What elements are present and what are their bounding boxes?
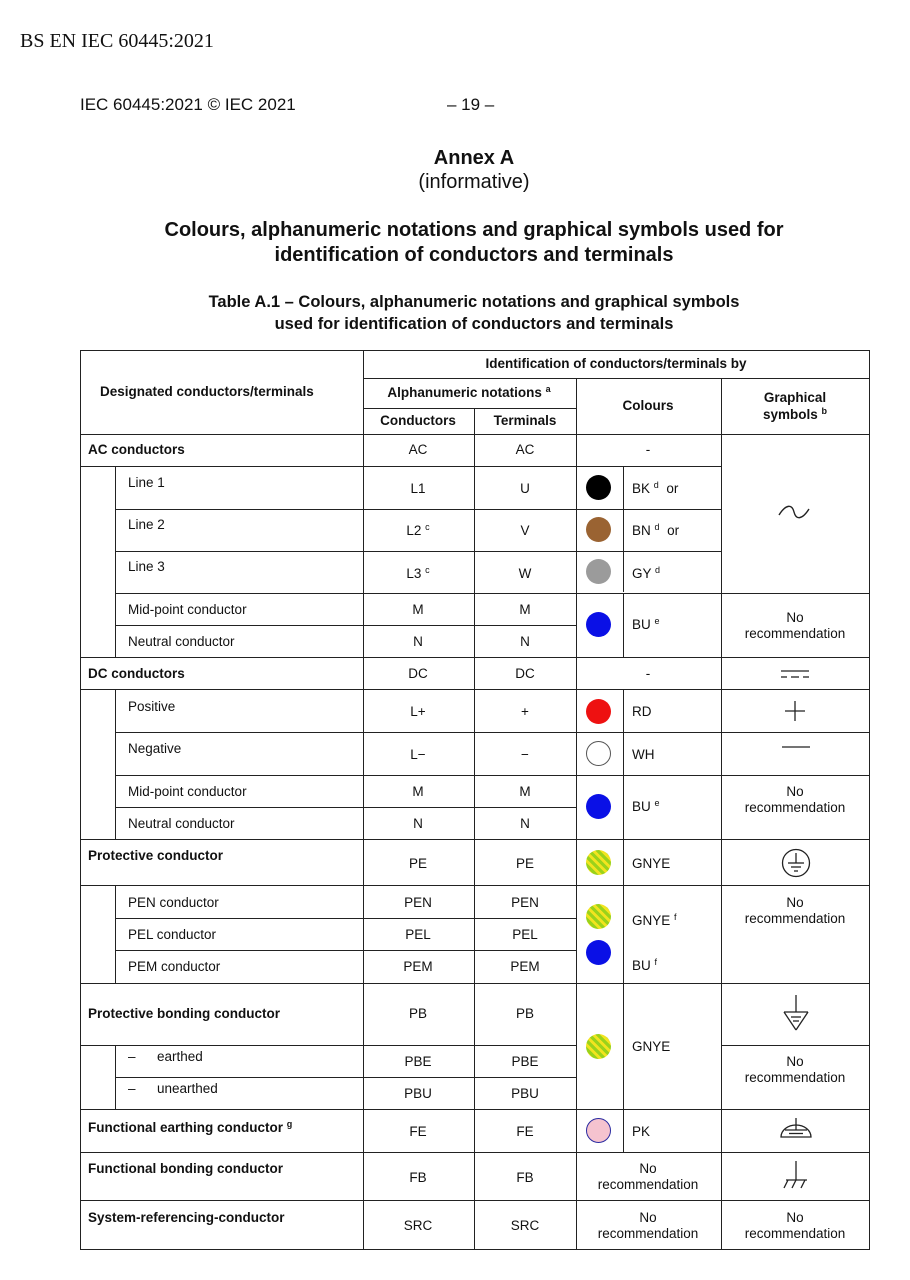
row-pbe-cond: PBE	[404, 1054, 432, 1069]
document-id: BS EN IEC 60445:2021	[20, 30, 214, 52]
row-src-name: System-referencing-conductor	[88, 1210, 285, 1225]
row-line	[80, 1152, 870, 1153]
row-line1-name: Line 1	[128, 475, 165, 490]
colour-swatch-white	[586, 741, 611, 766]
row-pe-cond: PE	[408, 856, 428, 871]
row-ac-neutral-cond: N	[413, 634, 423, 649]
row-ac-mid-name: Mid-point conductor	[128, 602, 247, 617]
row-line3-name: Line 3	[128, 559, 165, 574]
row-line	[80, 466, 721, 467]
row-positive-colour: RD	[632, 704, 652, 719]
col-line	[363, 350, 364, 1250]
row-ac-mid-term: M	[519, 602, 531, 617]
header-designated: Designated conductors/terminals	[100, 384, 314, 399]
row-fe-cond: FE	[409, 1124, 427, 1139]
row-dc-neutral-colour: BU $^e$	[632, 798, 660, 814]
row-ac-neutral-name: Neutral conductor	[128, 634, 235, 649]
row-line	[80, 689, 870, 690]
row-line	[80, 1200, 870, 1201]
row-line	[115, 807, 576, 808]
row-line3-term: W	[518, 566, 532, 581]
col-line	[623, 467, 624, 592]
row-line	[115, 732, 870, 733]
dc-symbol-icon	[780, 668, 810, 680]
no-recommendation: No recommendation	[744, 1210, 846, 1241]
row-ac-cond: AC	[408, 442, 428, 457]
functional-earth-icon	[779, 1117, 813, 1143]
minus-symbol-icon	[782, 745, 810, 749]
page-number: – 19 –	[447, 95, 495, 114]
row-dc-mid-cond: M	[412, 784, 424, 799]
col-line	[623, 689, 624, 839]
colour-swatch-blue	[586, 794, 611, 819]
row-pbe-term: PBE	[511, 1054, 539, 1069]
row-ac-neutral-term: N	[520, 634, 530, 649]
row-line3-colour: GY $^d$	[632, 565, 661, 581]
header-identification: Identification of conductors/terminals by	[485, 356, 747, 371]
row-dc-cond: DC	[408, 666, 428, 681]
indent-line	[115, 689, 116, 839]
col-line	[623, 593, 624, 657]
header-alphanumeric: Alphanumeric notations $^a$	[387, 384, 551, 400]
row-positive-cond: L+	[410, 704, 426, 719]
row-line	[80, 434, 870, 435]
header-graphical-line2: symbols $^b$	[762, 406, 828, 422]
table-border-bottom	[80, 1249, 870, 1250]
protective-earth-icon	[781, 848, 811, 878]
row-negative-term: −	[521, 747, 529, 762]
row-pel-term: PEL	[512, 927, 538, 942]
row-line2-colour: BN $^d$ or	[632, 522, 680, 538]
colour-swatch-red	[586, 699, 611, 724]
row-line2-term: V	[520, 523, 530, 538]
row-pel-cond: PEL	[405, 927, 431, 942]
no-recommendation: No recommendation	[744, 1054, 846, 1085]
table-border-top	[80, 350, 870, 351]
protective-bonding-icon	[782, 994, 810, 1034]
row-line	[115, 950, 576, 951]
row-fb-cond: FB	[409, 1170, 427, 1185]
row-fb-term: FB	[516, 1170, 534, 1185]
row-pb-name: Protective bonding conductor	[88, 1006, 281, 1021]
annex-title: Annex A	[433, 147, 515, 169]
row-pem-term: PEM	[510, 959, 540, 974]
row-line	[80, 1109, 870, 1110]
no-recommendation: No recommendation	[597, 1210, 699, 1241]
row-fe-name: Functional earthing conductor $^g$	[88, 1119, 293, 1135]
row-src-cond: SRC	[403, 1218, 433, 1233]
colour-swatch-green-yellow	[586, 850, 611, 875]
row-pbu-cond: PBU	[404, 1086, 432, 1101]
annex-subtitle: (informative)	[418, 171, 530, 193]
row-line	[80, 983, 870, 984]
row-dc-mid-term: M	[519, 784, 531, 799]
no-recommendation: No recommendation	[744, 784, 846, 815]
row-dc-name: DC conductors	[88, 666, 185, 681]
header-colours: Colours	[622, 398, 674, 413]
row-line3-cond: L3 $^c$	[406, 565, 430, 581]
col-line	[623, 839, 624, 1109]
row-ac-colour: -	[645, 442, 651, 457]
annex-heading-line1: Colours, alphanumeric notations and graphical symbols used for	[164, 219, 784, 241]
table-border-left	[80, 350, 81, 1250]
row-pbu-name: unearthed	[157, 1081, 218, 1096]
row-negative-cond: L−	[410, 747, 426, 762]
row-pbu-term: PBU	[511, 1086, 539, 1101]
indent-line	[115, 885, 116, 983]
row-line	[115, 509, 721, 510]
row-pb-term: PB	[515, 1006, 535, 1021]
colour-swatch-pink	[586, 1118, 611, 1143]
colour-swatch-brown	[586, 517, 611, 542]
colour-swatch-black	[586, 475, 611, 500]
row-line2-cond: L2 $^c$	[406, 522, 430, 538]
row-pb-cond: PB	[408, 1006, 428, 1021]
no-recommendation: No recommendation	[597, 1161, 699, 1192]
row-line1-term: U	[520, 481, 530, 496]
row-line1-colour: BK $^d$ or	[632, 480, 679, 496]
row-ac-name: AC conductors	[88, 442, 185, 457]
row-line	[363, 378, 870, 379]
row-dc-neutral-term: N	[520, 816, 530, 831]
indent-line	[115, 466, 116, 658]
row-line2-name: Line 2	[128, 517, 165, 532]
colour-swatch-blue	[586, 940, 611, 965]
row-line	[80, 1045, 576, 1046]
row-pen-colour: GNYE $^f$	[632, 912, 677, 928]
table-caption-line1: Table A.1 – Colours, alphanumeric notations and graphical symbols	[208, 293, 740, 311]
row-dc-colour: -	[645, 666, 651, 681]
table-caption-line2: used for identification of conductors and terminals	[274, 315, 674, 333]
header-graphical	[763, 389, 827, 423]
running-header: IEC 60445:2021 © IEC 2021	[80, 95, 296, 114]
colour-swatch-grey	[586, 559, 611, 584]
row-positive-term: +	[521, 704, 529, 719]
row-pem-colour: BU $^f$	[632, 957, 658, 973]
row-pen-cond: PEN	[404, 895, 432, 910]
colour-swatch-green-yellow	[586, 904, 611, 929]
no-recommendation: No recommendation	[744, 895, 846, 926]
row-line	[115, 551, 721, 552]
header-graphical-line1: Graphical	[763, 390, 827, 405]
row-line	[115, 775, 870, 776]
row-pbe-dash: –	[128, 1049, 136, 1064]
ac-symbol-icon	[776, 502, 812, 522]
row-dc-term: DC	[515, 666, 535, 681]
row-dc-mid-name: Mid-point conductor	[128, 784, 247, 799]
row-ac-term: AC	[515, 442, 535, 457]
row-pe-name: Protective conductor	[88, 848, 224, 863]
col-line	[474, 408, 475, 1250]
row-pen-name: PEN conductor	[128, 895, 219, 910]
row-ac-mid-cond: M	[412, 602, 424, 617]
row-fb-name: Functional bonding conductor	[88, 1161, 283, 1176]
row-fe-colour: PK	[632, 1124, 651, 1139]
row-pen-term: PEN	[511, 895, 539, 910]
row-line	[80, 839, 870, 840]
colour-swatch-blue	[586, 612, 611, 637]
table-border-right	[869, 350, 870, 1250]
row-pem-name: PEM conductor	[128, 959, 221, 974]
row-line	[115, 1077, 576, 1078]
footnote-ref: a	[545, 384, 551, 394]
row-line	[721, 1045, 870, 1046]
row-fe-term: FE	[516, 1124, 534, 1139]
plus-symbol-icon	[784, 700, 806, 722]
no-recommendation: No recommendation	[744, 610, 846, 641]
header-terminals: Terminals	[493, 413, 557, 428]
row-dc-neutral-cond: N	[413, 816, 423, 831]
row-pel-name: PEL conductor	[128, 927, 217, 942]
header-conductors: Conductors	[380, 413, 456, 428]
row-pe-colour: GNYE	[632, 856, 671, 871]
row-line	[115, 918, 576, 919]
row-line	[363, 408, 576, 409]
col-line	[721, 378, 722, 1250]
row-line1-cond: L1	[410, 481, 426, 496]
row-line	[115, 625, 576, 626]
row-pb-colour: GNYE	[632, 1039, 671, 1054]
row-line	[80, 657, 870, 658]
footnote-ref: b	[821, 406, 828, 416]
row-pbe-name: earthed	[157, 1049, 203, 1064]
row-negative-colour: WH	[632, 747, 655, 762]
row-dc-neutral-name: Neutral conductor	[128, 816, 235, 831]
annex-heading-line2: identification of conductors and terminals	[274, 244, 674, 266]
row-src-term: SRC	[510, 1218, 540, 1233]
row-ac-neutral-colour: BU $^e$	[632, 616, 660, 632]
row-negative-name: Negative	[128, 741, 182, 756]
row-pbu-dash: –	[128, 1081, 136, 1096]
row-line	[115, 593, 870, 594]
functional-bonding-icon	[783, 1160, 809, 1190]
col-line	[623, 1109, 624, 1152]
colour-swatch-green-yellow	[586, 1034, 611, 1059]
row-pe-term: PE	[515, 856, 535, 871]
row-pem-cond: PEM	[403, 959, 433, 974]
row-line	[80, 885, 870, 886]
row-positive-name: Positive	[128, 699, 176, 714]
